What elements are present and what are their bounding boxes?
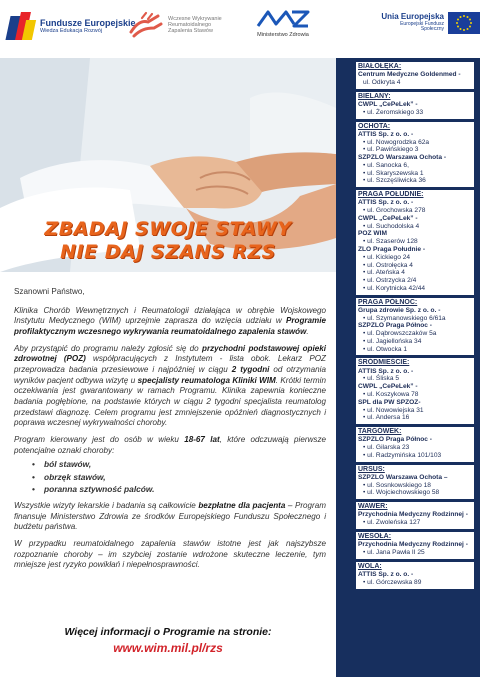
- clinic-address: • ul. Nowogrodzka 62a: [363, 138, 430, 146]
- district-heading: PRAGA PÓŁNOC:: [358, 298, 418, 306]
- clinic-name: SZPZLO Warszawa Ochota -: [358, 154, 447, 162]
- list-item: • obrzęk stawów,: [44, 471, 326, 483]
- mz-mark-icon: [256, 8, 310, 30]
- clinic-address: • ul. Ostrzycka 2/4: [363, 277, 417, 285]
- headline: [0, 218, 336, 263]
- district-section: [356, 92, 474, 119]
- district-section: [356, 122, 474, 188]
- clinic-address: • ul. Ateńska 4: [363, 269, 405, 277]
- district-heading: WOLA:: [358, 562, 382, 570]
- clinic-address: • ul. Wojciechowskiego 58: [363, 489, 440, 497]
- mz-text: Ministerstwo Zdrowia: [257, 32, 309, 38]
- clinic-address: • ul. Suchodolska 4: [363, 222, 420, 230]
- clinic-address: • ul. Sosnkowskiego 18: [363, 481, 431, 489]
- district-section: [356, 502, 474, 529]
- clinic-address: • ul. Andersa 16: [363, 414, 410, 422]
- clinic-name: SZPZLO Warszawa Ochota –: [358, 473, 448, 481]
- district-section: [356, 358, 474, 424]
- letter-body: [14, 287, 326, 577]
- clinic-name: Przychodnia Medyczny Rodzinnej -: [358, 511, 468, 519]
- clinic-name: ATTIS Sp. z o. o. -: [358, 570, 414, 578]
- list-item: • ból stawów,: [44, 458, 326, 470]
- clinic-sidebar: [336, 58, 480, 677]
- more-info-text: Więcej informacji o Programie na stronie:: [64, 626, 272, 638]
- paragraph-importance: W przypadku reumatoidalnego zapalenia stawów istotne jest jak najszybsze rozpoznanie choroby – im szybciej zostanie wdrożone skuteczne leczenie, tym mniejsze jest ryzyko powikłań i niepełnosprawności.: [14, 538, 326, 570]
- district-section: [356, 562, 474, 589]
- clinic-address: • ul. Zwoleńska 127: [363, 519, 421, 527]
- clinic-name: CWPL „CePeLek” -: [358, 383, 418, 391]
- eu-flag-icon: [448, 12, 480, 34]
- clinic-name: CWPL „CePeLek” -: [358, 101, 418, 109]
- paragraph-procedure: Aby przystąpić do programu należy zgłosić się do przychodni podstawowej opieki zdrowotnej (POZ) współpracujących z Instytutem - lista obok. Lekarz POZ przeprowadza badania przesiewowe i najpóźniej w ciągu 2 tygodni od otrzymania wyników pacjent odbywa wizytę u specjalisty reumatologa Kliniki WIM. Krótki termin oczekiwania jest gwarantowany w ramach Programu. Klinika zapewnia konieczne badania pogłębione, na podstawie których w ciągu 2 tygodni specjalista reumatolog przedstawi diagnozę. Celem programu jest zmniejszenie opóźnień diagnostycznych i poprawa wczesnej wykrywalności choroby.: [14, 343, 326, 428]
- district-section: [356, 298, 474, 356]
- ue-subtitle: Europejski Fundusz Społeczny: [400, 20, 444, 33]
- clinic-name: CWPL „CePeLek” -: [358, 214, 418, 222]
- clinic-name: Grupa zdrowie Sp. z o. o. -: [358, 306, 441, 314]
- district-heading: WAWER:: [358, 503, 388, 511]
- clinic-name: ZLO Praga Południe -: [358, 246, 426, 254]
- fundusze-subtitle: Wiedza Edukacja Rozwój: [40, 27, 103, 34]
- clinic-address: • ul. Gilarska 23: [363, 444, 410, 452]
- district-heading: ŚRÓDMIEŚCIE:: [358, 359, 410, 367]
- clinic-address: • ul. Kickiego 24: [363, 253, 411, 261]
- program-url-link[interactable]: www.wim.mil.pl/rzs: [113, 641, 223, 655]
- clinic-address: ul. Odkryta 4: [363, 79, 401, 87]
- list-item: • poranna sztywność palców.: [44, 483, 326, 495]
- clinic-address: • ul. Jagiellońska 34: [363, 337, 422, 345]
- more-info: [0, 626, 336, 655]
- symptom-list: [44, 458, 326, 495]
- district-heading: TARGÓWEK:: [358, 428, 402, 436]
- clinic-address: • ul. Żeromskiego 33: [363, 108, 424, 116]
- district-section: [356, 465, 474, 500]
- clinic-address: • ul. Szczęśliwicka 36: [363, 177, 426, 185]
- clinic-address: • ul. Dąbrowszczaków 5a: [363, 330, 437, 338]
- ue-title: Unia Europejska: [381, 12, 444, 22]
- fundusze-title: Fundusze Europejskie: [40, 18, 136, 29]
- district-section: [356, 427, 474, 462]
- clinic-address: • ul. Skaryszewska 1: [363, 169, 424, 177]
- district-heading: BIAŁOŁĘKA:: [358, 63, 402, 70]
- district-heading: BIELANY:: [358, 92, 391, 100]
- logo-bar: [0, 0, 480, 58]
- fundusze-mark-icon: [6, 10, 36, 44]
- clinic-name: ATTIS Sp. z o. o. -: [358, 199, 414, 207]
- greeting: Szanowni Państwo,: [14, 287, 85, 296]
- clinic-address: • ul. Koszykowa 78: [363, 391, 419, 398]
- headline-line-2: NIE DAJ SZANS RZS: [60, 241, 276, 263]
- clinic-name: ATTIS Sp. z o. o. -: [358, 130, 414, 138]
- paragraph-intro: Klinika Chorób Wewnętrznych i Reumatologii działająca w obrębie Wojskowego Instytutu Medycznego (WIM) uprzejmie zaprasza do wzięcia udziału w Programie profilaktycznym wczesnego wykrywania reumatoidalnego zapalenia stawów.: [14, 305, 326, 337]
- paragraph-free: Wszystkie wizyty lekarskie i badania są całkowicie bezpłatne dla pacjenta – Program finansuje Ministerstwo Zdrowia ze środków Europejskiego Funduszu Społecznego i budżetu państwa.: [14, 500, 327, 532]
- district-section: [356, 532, 474, 559]
- clinic-name: SPL dla PW SPZOZ-: [358, 398, 421, 406]
- clinic-address: • ul. Radzymińska 101/103: [363, 451, 442, 459]
- clinic-name: SZPZLO Praga Północ -: [358, 436, 433, 444]
- clinic-address: • ul. Śliska 5: [363, 375, 400, 383]
- clinic-address: • ul. Korytnicka 42/44: [363, 284, 426, 292]
- district-heading: WESOŁA:: [358, 532, 392, 540]
- wwr-logo: [128, 10, 232, 40]
- clinic-name: SZPZLO Praga Północ -: [358, 322, 433, 330]
- clinic-address: • ul. Szaserów 128: [363, 238, 418, 246]
- paragraph-target-group: Program kierowany jest do osób w wieku 18-67 lat, które odczuwają pierwsze potencjalne oznaki choroby:: [14, 435, 326, 455]
- clinic-address: • ul. Ostrołęcka 4: [363, 261, 413, 269]
- clinic-address: • ul. Jana Pawła II 25: [363, 548, 425, 556]
- headline-line-1: ZBADAJ SWOJE STAWY: [44, 218, 292, 240]
- clinic-name: ATTIS Sp. z o. o. -: [358, 367, 414, 375]
- clinic-address: • ul. Szymanowskiego 6/61a: [363, 314, 446, 322]
- hands-logo-icon: [128, 10, 164, 40]
- unia-europejska-logo: [378, 12, 480, 34]
- district-section: [356, 190, 474, 294]
- clinic-name: Centrum Medyczne Goldenmed -: [358, 71, 461, 79]
- clinic-address: • ul. Sanocka 6,: [363, 161, 409, 169]
- clinic-address: • ul. Nowowiejska 31: [363, 406, 424, 414]
- wwr-text: Wczesne Wykrywanie Reumatoidalnego Zapalenia Stawów: [168, 15, 222, 35]
- district-heading: OCHOTA:: [358, 122, 391, 130]
- clinic-name: POZ WIM: [358, 230, 387, 238]
- clinic-address: • ul. Grochowska 278: [363, 207, 426, 215]
- clinic-address: • ul. Górczewska 89: [363, 578, 422, 586]
- district-heading: URSUS:: [358, 465, 385, 473]
- ministerstwo-zdrowia-logo: [256, 8, 310, 38]
- clinic-address: • ul. Pawińskiego 3: [363, 146, 419, 154]
- clinic-address: • ul. Otwocka 1: [363, 345, 408, 353]
- district-heading: PRAGA POŁUDNIE:: [358, 191, 424, 199]
- fundusze-europejskie-logo: [6, 10, 136, 44]
- clinic-name: Przychodnia Medyczny Rodzinnej -: [358, 541, 468, 549]
- district-section: [356, 62, 474, 89]
